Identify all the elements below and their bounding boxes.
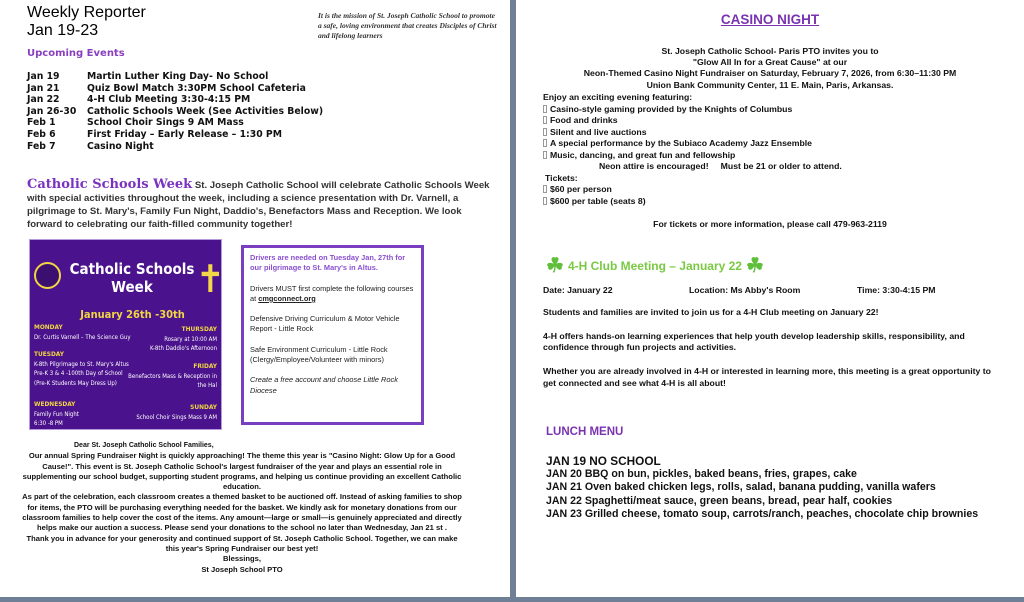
lunch-menu-heading: LUNCH MENU (546, 426, 624, 438)
catholic-schools-week-banner (29, 239, 225, 430)
lunch-item: JAN 20 BBQ on bun, pickles, baked beans, fries, grapes, cake (546, 468, 857, 481)
day-text: K-8th Pilgrimage to St. Mary's Altus (34, 360, 129, 368)
bullet-icon (543, 105, 547, 113)
event-row (27, 94, 323, 106)
drivers-needed-box (241, 245, 424, 425)
ticket-item (543, 196, 842, 208)
letter-paragraph: Our annual Spring Fundraiser Night is quickly approaching! The theme this year is "Casino Night: Glow Up for a Good Cause!". This event is St. Joseph Catholic School's largest fundraiser of the year and plays an essential role in supplementing our school budget, supporting student programs, and helping us continue providing an excellent Catholic education. (22, 451, 462, 492)
fundraiser-letter (22, 441, 462, 575)
attire-note: Neon attire is encouraged! Must be 21 or older to attend. (599, 161, 842, 171)
course-1: Defensive Driving Curriculum & Motor Vehicle Report - Little Rock (250, 314, 400, 334)
event-text: Catholic Schools Week (See Activities Below) (87, 105, 324, 117)
drivers-must (250, 284, 415, 305)
ticket-text: $60 per person (550, 184, 612, 194)
fourh-date: Date: January 22 (543, 285, 613, 295)
banner-tuesday (34, 350, 129, 388)
right-page (516, 0, 1024, 597)
day-label: FRIDAY (193, 362, 217, 370)
bullet-icon (543, 128, 547, 136)
drivers-must-text: Drivers MUST first complete the following courses at (250, 283, 414, 303)
day-text: K-8th Daddio's Afternoon (150, 345, 217, 352)
lunch-item: JAN 21 Oven baked chicken legs, rolls, salad, banana pudding, vanilla wafers (546, 481, 936, 494)
day-text: Pre-K 3 & 4 -100th Day of School (34, 370, 123, 377)
feature-text: Food and drinks (550, 115, 618, 125)
day-text: Family Fun Night (34, 410, 79, 418)
catholic-schools-week-section (27, 178, 497, 231)
letter-greeting: Dear St. Joseph Catholic School Families, (74, 442, 214, 449)
feature-item (543, 104, 842, 116)
event-row (27, 141, 323, 153)
title-dates: Jan 19-23 (27, 22, 99, 39)
event-text: 4-H Club Meeting 3:30-4:15 PM (87, 94, 251, 106)
banner-dates: January 26th -30th (80, 308, 185, 321)
day-text: School Choir Sings Mass 9 AM (136, 413, 217, 421)
tickets-label: Tickets: (545, 172, 578, 183)
newsletter-title (27, 4, 146, 40)
day-label: MONDAY (34, 323, 63, 331)
event-text: Martin Luther King Day- No School (87, 71, 269, 82)
day-text: the Hal (197, 382, 217, 389)
feature-text: Silent and live auctions (550, 126, 647, 137)
fourh-heading (546, 257, 764, 275)
fourh-location: Location: Ms Abby's Room (689, 285, 801, 295)
feature-item (543, 138, 842, 150)
lunch-menu (546, 455, 996, 521)
fourh-details (543, 285, 1003, 297)
school-seal-icon (34, 262, 61, 289)
event-date: Feb 1 (27, 117, 56, 129)
mission-statement: It is the mission of St. Joseph Catholic School to promote a safe, loving environment that creates Disciples of Christ and lifelong learners (318, 11, 497, 40)
event-row (27, 83, 323, 95)
event-date: Jan 19 (27, 71, 60, 82)
invite-line: St. Joseph Catholic School- Paris PTO invites you to (661, 46, 879, 56)
left-page (0, 0, 510, 597)
invite-line: Union Bank Community Center, 11 E. Main, Paris, Arkansas. (646, 79, 894, 90)
event-row (27, 129, 323, 141)
bullet-icon (543, 197, 547, 205)
feature-text: Casino-style gaming provided by the Knights of Columbus (550, 103, 793, 114)
fourh-time: Time: 3:30-4:15 PM (857, 285, 936, 295)
casino-invite (516, 46, 1024, 91)
invite-line: Neon-Themed Casino Night Fundraiser on Saturday, February 7, 2026, from 6:30–11:30 PM (583, 68, 957, 79)
event-date: Jan 22 (27, 94, 60, 106)
fourh-title: 4-H Club Meeting – January 22 (567, 259, 742, 273)
day-text: Dr. Curtis Varnell – The Science Guy (34, 333, 131, 341)
drivers-note: Create a free account and choose Little Rock Diocese (250, 375, 398, 395)
csw-body: St. Joseph Catholic School will celebrate Catholic Schools Week with special activities throughout the week, including a science presentation with Dr. Varnell, a pilgrimage to St. Mary's, Family Fun Night, Daddio's, Benefactors Mass and Reception. We look forward to celebrating our faith-filled community together! (27, 180, 490, 230)
event-row (27, 106, 323, 118)
fourh-paragraph: Students and families are invited to join us for a 4-H Club meeting on January 22! (543, 306, 879, 317)
casino-night-heading: CASINO NIGHT (720, 12, 820, 27)
casino-features (543, 92, 842, 207)
event-date: Jan 26-30 (27, 105, 77, 117)
upcoming-events-heading: Upcoming Events (27, 48, 125, 59)
day-label: TUESDAY (34, 350, 64, 358)
event-text: First Friday – Early Release – 1:30 PM (87, 128, 282, 140)
banner-friday (128, 362, 217, 391)
event-row (27, 71, 323, 83)
bullet-icon (543, 151, 547, 159)
clover-icon: ☘ (745, 255, 764, 277)
lunch-item: JAN 22 Spaghetti/meat sauce, green beans, bread, pear half, cookies (546, 494, 893, 507)
day-text: Benefactors Mass & Reception in (128, 372, 217, 380)
bullet-icon (543, 116, 547, 124)
letter-paragraph: As part of the celebration, each classroom creates a themed basket to be auctioned off. Instead of asking families to shop for items, the PTO will be purchasing everything needed for the basket. We kindly ask for monetary donations from our classroom families to help cover the cost of the items. Any amount—large or small—is genuinely appreciated and directly helps make our auction a success. Please send your donations to the school no later than Wednesday, Jan 21 st . (22, 492, 462, 533)
event-date: Feb 6 (27, 128, 56, 140)
event-text: School Choir Sings 9 AM Mass (87, 117, 244, 129)
cross-icon: ✝ (196, 257, 225, 301)
ticket-text: $600 per table (seats 8) (550, 195, 646, 206)
course-2: Safe Environment Curriculum - Little Rock (Clergy/Employee/Volunteer with minors) (250, 344, 388, 365)
banner-monday (34, 323, 131, 342)
day-text: 6:30 -8 PM (34, 420, 63, 427)
feature-text: Music, dancing, and great fun and fellowship (550, 149, 736, 160)
banner-thursday (150, 325, 217, 354)
event-text: Casino Night (87, 140, 154, 152)
fourh-section (543, 285, 1003, 390)
day-text: (Pre-K Students May Dress Up) (34, 379, 117, 387)
features-intro: Enjoy an exciting evening featuring: (543, 92, 693, 102)
fourh-paragraph: Whether you are already involved in 4-H or interested in learning more, this meeting is a great opportunity to get connected and see what 4-H is all about! (543, 366, 991, 388)
day-label: WEDNESDAY (34, 400, 76, 408)
cmgconnect-link[interactable]: cmgconnect.org (258, 293, 316, 303)
casino-contact: For tickets or more information, please call 479-963-2119 (653, 219, 887, 229)
letter-closing: Blessings, (223, 554, 261, 564)
feature-text: A special performance by the Subiaco Academy Jazz Ensemble (550, 138, 813, 148)
event-text: Quiz Bowl Match 3:30PM School Cafeteria (87, 82, 306, 94)
day-label: THURSDAY (181, 325, 217, 333)
csw-heading: Catholic Schools Week (27, 177, 193, 192)
event-date: Jan 21 (27, 82, 60, 94)
letter-signature: St Joseph School PTO (201, 564, 283, 574)
feature-item (543, 115, 842, 127)
feature-item (543, 127, 842, 139)
letter-paragraph: Thank you in advance for your generosity and continued support of St. Joseph Catholic School. Together, we can make this year's Spring Fundraiser our best yet! (26, 533, 458, 553)
day-label: SUNDAY (190, 403, 217, 411)
banner-title: Catholic Schools Week (69, 260, 195, 296)
drivers-heading: Drivers are needed on Tuesday Jan, 27th for our pilgrimage to St. Mary's in Altus. (250, 253, 406, 273)
lunch-item: JAN 19 NO SCHOOL (546, 454, 661, 468)
bullet-icon (543, 185, 547, 193)
day-text: Rosary at 10:00 AM (164, 335, 217, 343)
lunch-item: JAN 23 Grilled cheese, tomato soup, carrots/ranch, peaches, chocolate chip brownies (546, 507, 979, 520)
feature-item (543, 150, 842, 162)
invite-line: "Glow All In for a Great Cause" at our (692, 57, 848, 68)
banner-sunday (136, 403, 217, 422)
clover-icon: ☘ (546, 255, 564, 277)
event-date: Feb 7 (27, 140, 56, 152)
events-list (27, 71, 323, 152)
bullet-icon (543, 139, 547, 147)
fourh-paragraph: 4-H offers hands-on learning experiences that help youth develop leadership skills, responsibility, and confidence through fun projects and activities. (543, 330, 965, 353)
event-row (27, 117, 323, 129)
title-text: Weekly Reporter (27, 4, 146, 21)
banner-wednesday (34, 400, 79, 429)
ticket-item (543, 184, 842, 196)
